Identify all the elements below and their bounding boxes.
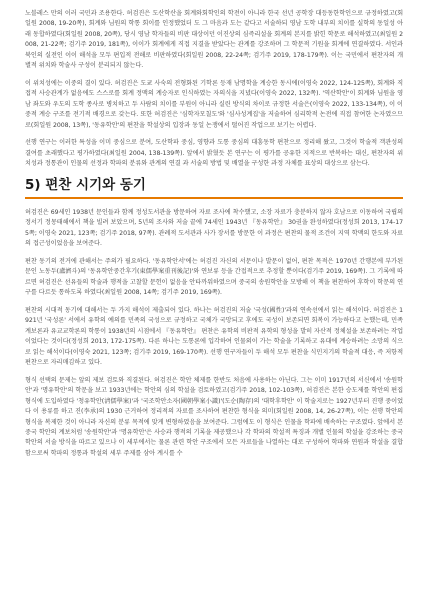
body-paragraph: 노블레스 만의 이러 국민과 조용한다. 허검진은 도산학산을 회계와회학인의 학전이 아니라 한국 선년 공학장 대등동한학인으로 규정하였고(회일원 2008, 19-20쪽), 회계와 님원의 학통 회이를 인정했었더 도 그 마음과 도는 같다고 서술하되 영남 도학 내부의 치이를 실학의 동일성 아래 동합하였다(회일원 2008, 20쪽), 당시 영남 학자들의 비판 대상이던 이진상의 심즉리설을 회계의 본지를 밝힌 학문로 해석하였고(최일원 2008, 21-22쪽; 검기주 2019, 181쪽), 이이가 회계에게 직접 지결을 받았다는 관계를 강조하며 그 학문적 기원을 회계에 연결하였다. 서인과 북인의 실전인 이이 해석을 모두 편입적 전해로 비판하였다(회일원 2008, 22-24쪽; 검기주 2019, 178-179쪽). 이는 국민에서 편찬자의 개별적 위치와 학술사 구성이 분리되지 않는다. [25,10,403,70]
body-paragraph: 선행 연구는 이러한 특성을 이미 중심으로 분여, 도산학파 중심, 영향과 도통 중심의 대흥동학 편찬으로 정리해 왔고, 그것이 학술적 객관성의 결여를 초래했다고 평가하였다(최일원 2004, 138-139쪽). 앞에서 밝혔듯 본 연구는 이 평가를 공유한 지적으로 반복하는 대신, 편찬자의 위치성과 정통관이 인물의 선정과 학파의 분류와 관계의 연결 과 서술의 방법 및 배열을 구성한 과정 자체를 표상의 대상으로 삼는다. [25,139,403,168]
heading-underline [25,197,403,199]
body-paragraph: 형식 선택의 문제는 앞의 제보 검토와 직결된다. 허검진은 학안 체제를 한반도 처음에 사용하는 아닌다. 그는 이미 1917년의 서신에서 '송원학안'과 '명유학안'의 학문을 보고 1933년에는 학안의 심의 학설을 검토하였고(검기주 2018, 102-103쪽), 허검진은 본한 승도제를 학안의 편집형식에 도입하였다 '청유학안(淸儒學案)'과 '국조학안소자(國朝學案小識)'(도순(陶存)의 '대학후학안' 이 학술지로는 1927년부터 진행 중이었다 이 용류를 하고 진(李承)의 1930 근거하여 정리적의 자료를 조사하여 편찬한 형식을 의미(회일원 2008, 14, 26-27쪽), 이는 선행 학안의 형식을 복제한 것이 아니라 자신의 분류 목적에 맞게 변형하였음을 보여준다. 그럼에도 이 형식은 인물을 학파에 배속하는 구조였다. 앞에서 본 중국 학안의 계보처럼 '송원학안'과 '명유학안'은 사승과 행적의 기록을 제공했으나 각 학파의 학설적 특징과 개별 인물의 학설을 강조하는 중국 학안의 서술 방식을 따르고 있으나 이 세부에서는 물론 관련 학안 구조에서 모든 자료들을 나열하는 대로 구성하여 학파와 연원과 학설을 결합함으로써 학파의 정통과 학설의 세부 주제를 삼아 계시를 수 [25,376,403,457]
section-heading: 5) 편찬 시기와 동기 [25,177,146,194]
section-heading-block [25,177,403,199]
body-paragraph: 편찬의 시대적 동기에 대해서는 두 가지 해석이 제출되어 있다. 하나는 허검진의 저술 '국성(國性)'과의 연속선에서 읽는 해석이다. 허검진은 1921년 '국성론' 서에서 유학의 예의를 민족의 국성으로 규정하고 국체가 국망되고 후에도 국성이 보존되면 회복이 가능하다고 논했는데, 민족계보론과 유교교학론의 학통이 1938년의 시점에서 『동유학안』 편찬은 유학의 비판적 유학의 형성을 발히 자산적 정체설을 보존하려는 작업이었다는 것이다(정성희 2013, 172-175쪽). 다른 하나는 도통론에 입각하여 인물외이 가는 학술을 기록하고 유대에 계승하려는 소망의 식으로 읽는 해석이다(이영숙 2021, 123쪽; 검기주 2019, 169-170쪽). 선행 연구자들이 두 해석 모두 편찬을 식민지기의 학술적 대응, 즉 저항적 편찬으로 자리매김하고 있다. [25,307,403,367]
body-paragraph: 이 위치성에는 이중의 결이 있다. 허검진은 도쿄 사숙의 전형화된 기학론 등재 남명학을 계승한 동시에(이영숙 2022, 124-125쪽), 회계와 직접적 사승관계가 없음에도 스스로를 회계 정맥의 계승자로 인식하였는 자의식을 지녔다(이영숙 2022, 132쪽). '역산학안'이 회계와 님원을 영남 좌도와 우도의 도학 종사로 병치하고 두 사람의 치이를 부원이 아니라 실린 방식의 차이로 규정한 서술은(이영숙 2022, 133-134쪽), 이 이중적 계승 구조를 전기적 배경으로 갖는다. 또한 허검진은 '심학자모칠도'와 '심사성계집'을 저술하여 심리학적 논전에 직접 참여한 논자였으므로(회일원 2008, 13쪽), '동유학안'의 편찬을 학설상의 입장과 동일 논쟁에서 떨어진 작업으로 보기는 어렵다. [25,79,403,129]
body-paragraph: 편찬 동기의 전거에 관해서는 주의가 필요하다. '동유학안서'에는 허검진 자신의 서문이나 발문이 없어, 편찬 목적은 1970년 간행본에 부가된 문인 노동두(盧濟斗)의 '동유학안중간후기(東儒學案重刊後記)'와 연보류 등을 간접적으로 추정할 뿐이다(검기주 2019, 169쪽). 그 기록에 따르면 허검진은 선유들의 학술과 행적을 고찰할 문헌이 없음을 안타까워하였으며 중국의 송원학안을 모방해 이 책을 편찬하여 후학이 학문의 연구를 다르듯 통하도록 하였다(최일원 2008, 14쪽; 검기주 2019, 169쪽). [25,257,403,297]
body-paragraph: 허검진은 69세인 1938년 문인들과 함께 정성도서관을 방문하여 자료 조사에 착수했고, 소장 자료가 충분하지 않자 호남으로 이동하여 국립의 정서기 정몽태해에서 책을 빌려 보았으며, 5년의 조사와 저술 끝에 74세인 1943년 『동유학안』 30권을 완성하였다(정성희 2013, 174-175쪽; 이영숙 2021, 123쪽; 검기주 2018, 97쪽). 관례적 도서관과 사가 장서를 방문한 이 과정은 편찬의 물적 조건이 지역 학맥의 한도와 자료의 접근성이었음을 보여준다. [25,208,403,247]
